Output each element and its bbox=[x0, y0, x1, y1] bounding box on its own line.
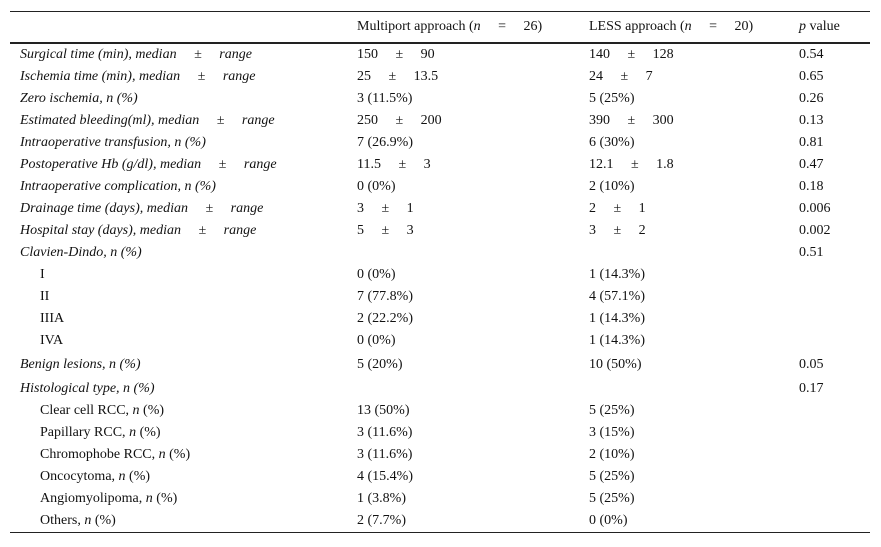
p-value bbox=[789, 444, 870, 466]
less-value: 24 ± 7 bbox=[589, 68, 653, 84]
p-value: 0.26 bbox=[799, 90, 824, 106]
multiport-value: 0 (0%) bbox=[357, 266, 396, 282]
row-label-pct: (%) bbox=[139, 402, 165, 418]
less-value: 390 ± 300 bbox=[589, 112, 674, 128]
multiport-value: 2 (7.7%) bbox=[347, 510, 579, 533]
multiport-value: 150 ± 90 bbox=[357, 46, 435, 62]
row-label: Clavien-Dindo, n (%) bbox=[20, 244, 142, 260]
multiport-value: 25 ± 13.5 bbox=[357, 68, 439, 84]
row-label: I bbox=[40, 266, 45, 282]
table-row bbox=[10, 352, 870, 378]
header-variable bbox=[10, 12, 347, 43]
table-row bbox=[10, 308, 870, 330]
p-value: 0.17 bbox=[799, 380, 824, 396]
row-label-pct: (%) bbox=[91, 512, 116, 528]
header-p: p bbox=[799, 18, 806, 34]
results-table bbox=[10, 11, 870, 533]
table-row bbox=[10, 43, 870, 66]
row-label-n: n bbox=[84, 512, 92, 528]
multiport-value: 5 (20%) bbox=[357, 356, 403, 372]
row-label: Ischemia time (min), median ± range bbox=[20, 68, 256, 84]
table-row bbox=[10, 198, 870, 220]
table-body bbox=[10, 43, 870, 533]
row-label-text: Oncocytoma, bbox=[40, 468, 119, 484]
multiport-value: 3 ± 1 bbox=[357, 200, 414, 216]
row-label-pct: (%) bbox=[136, 424, 161, 440]
row-label-n: n bbox=[145, 490, 153, 506]
less-value: 4 (57.1%) bbox=[589, 288, 645, 304]
multiport-value: 3 (11.5%) bbox=[357, 90, 413, 106]
table-row bbox=[10, 400, 870, 422]
header-multiport-count: = 26) bbox=[480, 18, 543, 34]
row-label: IIIA bbox=[40, 310, 65, 326]
table-row bbox=[10, 422, 870, 444]
row-label: Zero ischemia, n (%) bbox=[20, 90, 138, 106]
less-value: 1 (14.3%) bbox=[589, 310, 645, 326]
row-label-text: Papillary RCC, bbox=[40, 424, 130, 440]
multiport-value bbox=[347, 378, 579, 400]
table-row bbox=[10, 466, 870, 488]
less-value: 5 (25%) bbox=[589, 90, 635, 106]
row-label bbox=[10, 400, 347, 422]
row-label: Intraoperative transfusion, n (%) bbox=[20, 134, 206, 150]
header-less-label: LESS approach ( bbox=[589, 18, 685, 34]
row-label-pct: (%) bbox=[165, 446, 191, 462]
less-value: 140 ± 128 bbox=[589, 46, 674, 62]
header-multiport-label: Multiport approach ( bbox=[357, 18, 474, 34]
less-value: 0 (0%) bbox=[579, 510, 789, 533]
less-value: 5 (25%) bbox=[589, 490, 635, 506]
p-value bbox=[789, 400, 870, 422]
row-label: Surgical time (min), median ± range bbox=[20, 46, 252, 62]
less-value: 3 (15%) bbox=[589, 424, 635, 440]
multiport-value: 3 (11.6%) bbox=[357, 446, 413, 462]
row-label: II bbox=[40, 288, 50, 304]
row-label: Hospital stay (days), median ± range bbox=[20, 222, 257, 238]
less-value bbox=[579, 242, 789, 264]
p-value bbox=[789, 422, 870, 444]
table-row bbox=[10, 444, 870, 466]
multiport-value: 3 (11.6%) bbox=[357, 424, 413, 440]
less-value: 10 (50%) bbox=[589, 356, 642, 372]
p-value: 0.13 bbox=[799, 112, 824, 128]
row-label bbox=[10, 488, 347, 510]
p-value: 0.47 bbox=[799, 156, 824, 172]
multiport-value: 13 (50%) bbox=[357, 402, 410, 418]
p-value bbox=[789, 466, 870, 488]
multiport-value: 0 (0%) bbox=[357, 178, 396, 194]
table-row bbox=[10, 220, 870, 242]
p-value bbox=[789, 286, 870, 308]
row-label-text: Others, bbox=[40, 512, 85, 528]
header-less-n: n bbox=[684, 18, 692, 34]
less-value: 1 (14.3%) bbox=[589, 332, 645, 348]
multiport-value: 7 (26.9%) bbox=[357, 134, 413, 150]
multiport-value: 250 ± 200 bbox=[357, 112, 442, 128]
row-label bbox=[10, 422, 347, 444]
row-label: Drainage time (days), median ± range bbox=[20, 200, 264, 216]
table-row bbox=[10, 330, 870, 352]
less-value bbox=[579, 378, 789, 400]
row-label-n: n bbox=[129, 424, 137, 440]
header-less-count: = 20) bbox=[691, 18, 754, 34]
multiport-value: 5 ± 3 bbox=[357, 222, 414, 238]
row-label-pct: (%) bbox=[125, 468, 151, 484]
table-row bbox=[10, 378, 870, 400]
header-multiport-n: n bbox=[473, 18, 481, 34]
p-value bbox=[789, 488, 870, 510]
less-value: 2 (10%) bbox=[589, 178, 635, 194]
p-value: 0.65 bbox=[799, 68, 824, 84]
p-value: 0.006 bbox=[799, 200, 831, 216]
table-row bbox=[10, 176, 870, 198]
table-row bbox=[10, 154, 870, 176]
table-row bbox=[10, 242, 870, 264]
p-value: 0.05 bbox=[799, 356, 824, 372]
header-less bbox=[579, 12, 789, 43]
row-label-text: Clear cell RCC, bbox=[40, 402, 133, 418]
less-value: 6 (30%) bbox=[589, 134, 635, 150]
row-label-text: Chromophobe RCC, bbox=[40, 446, 159, 462]
header-p-value bbox=[789, 12, 870, 43]
p-value: 0.81 bbox=[799, 134, 824, 150]
multiport-value: 2 (22.2%) bbox=[357, 310, 413, 326]
table-row bbox=[10, 286, 870, 308]
p-value: 0.002 bbox=[799, 222, 831, 238]
table-row bbox=[10, 132, 870, 154]
multiport-value: 0 (0%) bbox=[357, 332, 396, 348]
table-row bbox=[10, 88, 870, 110]
less-value: 2 (10%) bbox=[589, 446, 635, 462]
p-value bbox=[789, 510, 870, 533]
table-row bbox=[10, 66, 870, 88]
p-value bbox=[789, 330, 870, 352]
table-row bbox=[10, 510, 870, 533]
row-label: Estimated bleeding(ml), median ± range bbox=[20, 112, 275, 128]
less-value: 5 (25%) bbox=[589, 468, 635, 484]
table-row bbox=[10, 110, 870, 132]
row-label: Benign lesions, n (%) bbox=[20, 356, 141, 372]
p-value: 0.54 bbox=[799, 46, 824, 62]
row-label-n: n bbox=[132, 402, 140, 418]
multiport-value: 11.5 ± 3 bbox=[357, 156, 431, 172]
row-label: Intraoperative complication, n (%) bbox=[20, 178, 216, 194]
p-value bbox=[789, 308, 870, 330]
row-label bbox=[10, 510, 347, 533]
row-label bbox=[10, 444, 347, 466]
less-value: 5 (25%) bbox=[589, 402, 635, 418]
table-row bbox=[10, 264, 870, 286]
p-value: 0.18 bbox=[799, 178, 824, 194]
less-value: 1 (14.3%) bbox=[589, 266, 645, 282]
row-label-n: n bbox=[158, 446, 166, 462]
p-value bbox=[789, 264, 870, 286]
less-value: 12.1 ± 1.8 bbox=[589, 156, 674, 172]
table-row bbox=[10, 488, 870, 510]
row-label-pct: (%) bbox=[152, 490, 178, 506]
results-table-container bbox=[10, 11, 870, 533]
header-row bbox=[10, 12, 870, 43]
less-value: 3 ± 2 bbox=[589, 222, 646, 238]
multiport-value: 7 (77.8%) bbox=[357, 288, 413, 304]
multiport-value bbox=[347, 242, 579, 264]
multiport-value: 4 (15.4%) bbox=[357, 468, 413, 484]
row-label: IVA bbox=[40, 332, 64, 348]
header-p-value-label: value bbox=[806, 18, 840, 34]
table-header bbox=[10, 12, 870, 43]
row-label-n: n bbox=[118, 468, 126, 484]
less-value: 2 ± 1 bbox=[589, 200, 646, 216]
row-label-text: Angiomyolipoma, bbox=[40, 490, 146, 506]
multiport-value: 1 (3.8%) bbox=[357, 490, 406, 506]
row-label: Histological type, n (%) bbox=[20, 380, 155, 396]
row-label bbox=[10, 466, 347, 488]
row-label: Postoperative Hb (g/dl), median ± range bbox=[20, 156, 277, 172]
header-multiport bbox=[347, 12, 579, 43]
p-value: 0.51 bbox=[799, 244, 824, 260]
